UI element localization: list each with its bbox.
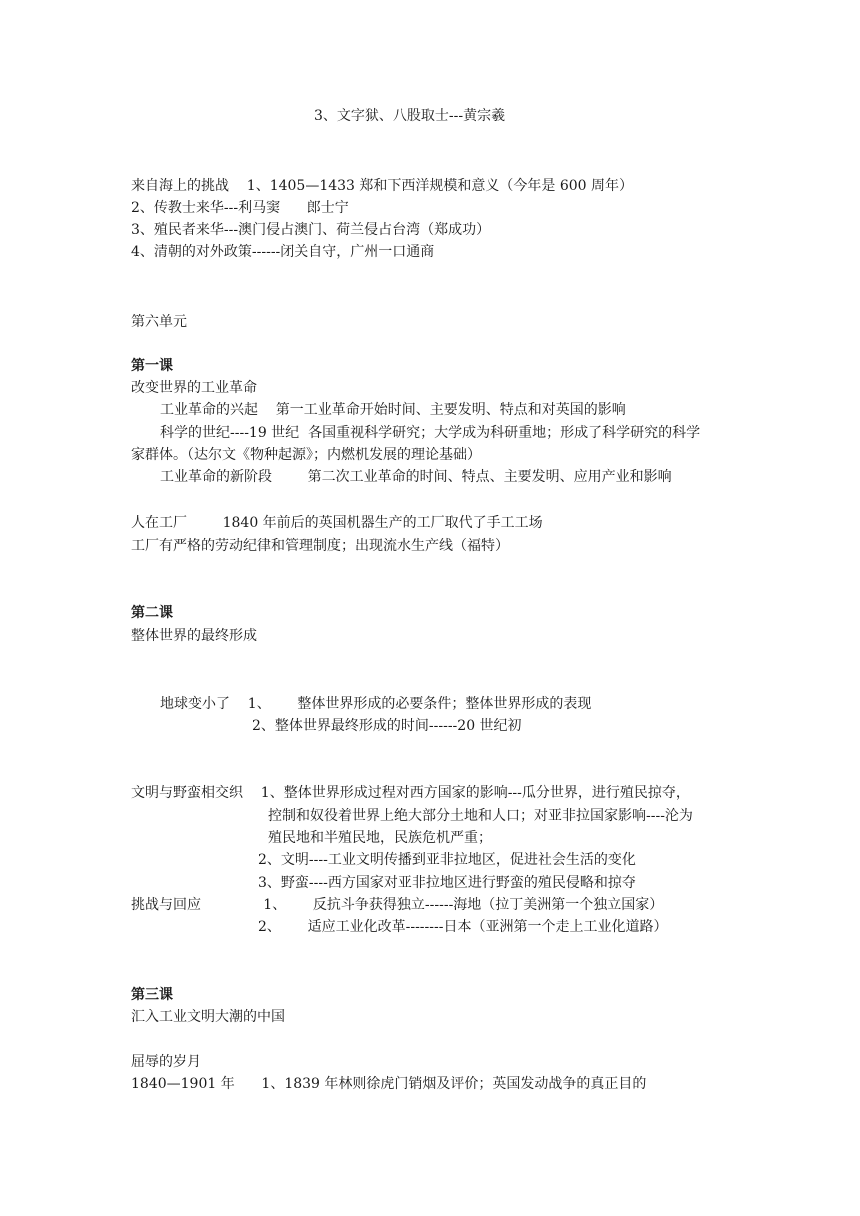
lesson-heading: 第一课 [131,358,173,374]
text-line: 人在工厂 1840 年前后的英国机器生产的工厂取代了手工工场 [131,515,543,531]
text-line: 工厂有严格的劳动纪律和管理制度；出现流水生产线（福特） [131,538,509,554]
lesson-title: 改变世界的工业革命 [131,380,257,396]
text-line: 控制和奴役着世界上绝大部分土地和人口；对亚非拉国家影响----沦为 [268,808,693,824]
text-line: 工业革命的兴起 第一工业革命开始时间、主要发明、特点和对英国的影响 [160,402,626,418]
text-line: 4、清朝的对外政策------闭关自守，广州一口通商 [131,244,435,260]
text-line: 挑战与回应 1、 反抗斗争获得独立------海地（拉丁美洲第一个独立国家） [131,897,664,913]
unit-title: 第六单元 [131,314,187,330]
lesson-heading: 第二课 [131,605,173,621]
text-line: 2、 适应工业化改革--------日本（亚洲第一个走上工业化道路） [258,919,668,935]
text-line: 工业革命的新阶段 第二次工业革命的时间、特点、主要发明、应用产业和影响 [160,469,672,485]
text-line: 2、传教士来华---利马窦 郎士宁 [131,200,349,216]
text-line: 科学的世纪----19 世纪 各国重视科学研究；大学成为科研重地；形成了科学研究的科学 [160,425,701,441]
text-line: 2、整体世界最终形成的时间------20 世纪初 [252,718,522,734]
lesson-heading: 第三课 [131,987,173,1003]
lesson-title: 汇入工业文明大潮的中国 [131,1009,285,1025]
text-line: 文明与野蛮相交织 1、整体世界形成过程对西方国家的影响---瓜分世界，进行殖民掠夺， [131,785,690,801]
text-line: 殖民地和半殖民地，民族危机严重； [268,830,492,846]
text-line: 3、野蛮----西方国家对亚非拉地区进行野蛮的殖民侵略和掠夺 [258,875,636,891]
text-line: 3、文字狱、八股取士---黄宗羲 [314,108,506,124]
text-line: 1840—1901 年 1、1839 年林则徐虎门销烟及评价；英国发动战争的真正目的 [131,1076,647,1092]
text-line: 2、文明----工业文明传播到亚非拉地区，促进社会生活的变化 [258,852,636,868]
lesson-title: 整体世界的最终形成 [131,628,257,644]
text-line: 3、殖民者来华---澳门侵占澳门、荷兰侵占台湾（郑成功） [131,222,491,238]
text-line: 家群体。（达尔文《物种起源》；内燃机发展的理论基础） [131,447,481,463]
text-line: 来自海上的挑战 1、1405—1433 郑和下西洋规模和意义（今年是 600 周年） [131,178,634,194]
text-line: 地球变小了 1、 整体世界形成的必要条件；整体世界形成的表现 [160,696,592,712]
section-title: 屈辱的岁月 [131,1054,201,1070]
